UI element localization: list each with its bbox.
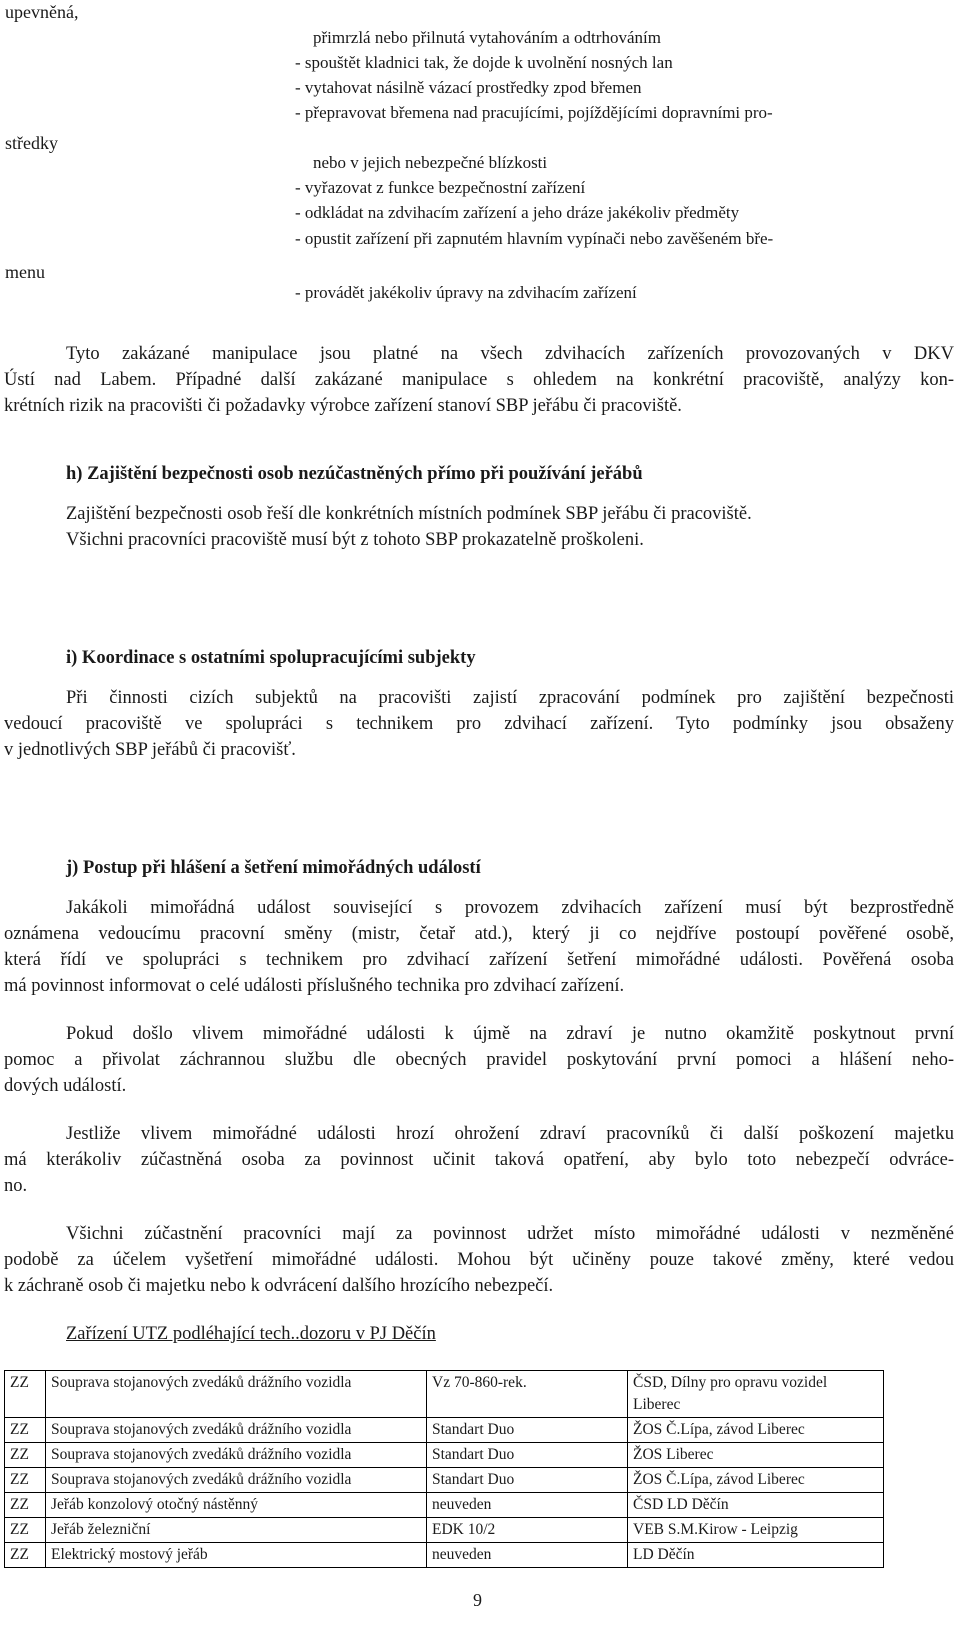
paragraph-line: no. [4,1176,28,1196]
table-cell: Souprava stojanových zvedáků drážního vozidla [46,1418,427,1443]
table-cell: ZZ [5,1518,46,1543]
table-cell: Standart Duo [427,1418,628,1443]
table-cell: ŽOS Č.Lípa, závod Liberec [628,1468,884,1493]
table-cell: Elektrický mostový jeřáb [46,1543,427,1568]
table-cell: VEB S.M.Kirow - Leipzig [628,1518,884,1543]
table-cell: ZZ [5,1543,46,1568]
paragraph-line: v jednotlivých SBP jeřábů či pracovišť. [4,740,296,760]
paragraph-line: podobě za účelem vyšetření mimořádné události. Mohou být učiněny pouze takové změny, které vedou [4,1250,954,1270]
table-cell: ZZ [5,1371,46,1418]
list-item: - spouštět kladnici tak, že dojde k uvolnění nosných lan [295,53,673,72]
table-cell: Souprava stojanových zvedáků drážního vozidla [46,1371,427,1418]
table-row [5,1543,884,1568]
paragraph-line: vedoucí pracoviště ve spolupráci s technikem pro zdvihací zařízení. Tyto podmínky jsou obsaženy [4,714,954,734]
paragraph-line: dových událostí. [4,1076,127,1096]
paragraph-line: Všichni pracovníci pracoviště musí být z tohoto SBP prokazatelně proškoleni. [66,530,644,550]
section-j-heading: j) Postup při hlášení a šetření mimořádných událostí [66,858,481,878]
paragraph-line: která řídí ve spolupráci s technikem pro zdvihací zařízení šetření mimořádné události. Pověřená osoba [4,950,954,970]
paragraph-line: Tyto zakázané manipulace jsou platné na všech zdvihacích zařízeních provozovaných v DKV [66,344,954,364]
table-cell: Jeřáb železniční [46,1518,427,1543]
table-cell: ŽOS Liberec [628,1443,884,1468]
table-cell: ZZ [5,1468,46,1493]
list-item: - odkládat na zdvihacím zařízení a jeho dráze jakékoliv předměty [295,203,740,222]
paragraph-line: Pokud došlo vlivem mimořádné události k újmě na zdraví je nutno okamžitě poskytnout první [66,1024,954,1044]
table-cell: ZZ [5,1443,46,1468]
paragraph-line: pomoc a přivolat záchrannou službu dle obecných pravidel poskytování první pomoci a hlášení neho- [4,1050,954,1070]
table-cell: ZZ [5,1418,46,1443]
table-cell: Souprava stojanových zvedáků drážního vozidla [46,1468,427,1493]
list-item: - vytahovat násilně vázací prostředky zpod břemen [295,78,642,97]
table-cell: Jeřáb konzolový otočný nástěnný [46,1493,427,1518]
table-cell: Souprava stojanových zvedáků drážního vozidla [46,1443,427,1468]
table-cell: Standart Duo [427,1443,628,1468]
list-item: nebo v jejich nebezpečné blízkosti [313,153,548,172]
section-i-heading: i) Koordinace s ostatními spolupracujícími subjekty [66,648,476,668]
list-item: - provádět jakékoliv úpravy na zdvihacím zařízení [295,283,637,302]
paragraph-line: má povinnost informovat o celé události příslušného technika pro zdvihací zařízení. [4,976,625,996]
paragraph-line: má kterákoliv zúčastněná osoba za povinnost učinit taková opatření, aby bylo toto nebezpečí odvráce- [4,1150,954,1170]
table-title: Zařízení UTZ podléhající tech..dozoru v PJ Děčín [66,1324,436,1344]
table-cell: ČSD, Dílny pro opravu vozidel Liberec [628,1371,884,1418]
margin-word-1: upevněná, [5,2,79,22]
table-cell: ČSD LD Děčín [628,1493,884,1518]
paragraph-line: Všichni zúčastnění pracovníci mají za povinnost udržet místo mimořádné události v nezměněné [66,1224,954,1244]
paragraph-line: oznámena vedoucímu pracovní směny (mistr, četař atd.), který ji co nejdříve postoupí pověřené osobě, [4,924,954,944]
table-cell: Standart Duo [427,1468,628,1493]
paragraph-line: Jestliže vlivem mimořádné události hrozí ohrožení zdraví pracovníků či další poškození majetku [66,1124,954,1144]
list-item: - opustit zařízení při zapnutém hlavním vypínači nebo zavěšeném bře- [295,229,774,248]
table-cell: LD Děčín [628,1543,884,1568]
paragraph-line: Ústí nad Labem. Případné další zakázané manipulace s ohledem na konkrétní pracoviště, analýzy kon- [4,370,954,390]
margin-word-3: menu [5,262,45,282]
page-number: 9 [473,1590,482,1610]
table-row [5,1518,884,1543]
table-cell: ŽOS Č.Lípa, závod Liberec [628,1418,884,1443]
table-row [5,1493,884,1518]
paragraph-line: Při činnosti cizích subjektů na pracovišti zajistí zpracování podmínek pro zajištění bezpečnosti [66,688,954,708]
table-cell: ZZ [5,1493,46,1518]
list-item: přimrzlá nebo přilnutá vytahováním a odtrhováním [313,28,661,47]
paragraph-line: krétních rizik na pracovišti či požadavky výrobce zařízení stanoví SBP jeřábu či pracoviště. [4,396,682,416]
list-item: - vyřazovat z funkce bezpečnostní zařízení [295,178,586,197]
table-row [5,1418,884,1443]
list-item: - přepravovat břemena nad pracujícími, pojíždějícími dopravními pro- [295,103,773,122]
paragraph-line: Zajištění bezpečnosti osob řeší dle konkrétních místních podmínek SBP jeřábu či pracoviště. [66,504,752,524]
margin-word-2: středky [5,133,58,153]
table-row [5,1371,884,1418]
table-cell: Vz 70-860-rek. [427,1371,628,1418]
table-cell: neuveden [427,1543,628,1568]
table-cell: neuveden [427,1493,628,1518]
table-cell: EDK 10/2 [427,1518,628,1543]
paragraph-line: Jakákoli mimořádná událost související s provozem zdvihacích zařízení musí být bezprostředně [66,898,954,918]
paragraph-line: k záchraně osob či majetku nebo k odvrácení dalšího hrozícího nebezpečí. [4,1276,554,1296]
table-row [5,1468,884,1493]
table-row [5,1443,884,1468]
utz-table [4,1370,884,1568]
section-h-heading: h) Zajištění bezpečnosti osob nezúčastněných přímo při používání jeřábů [66,464,643,484]
